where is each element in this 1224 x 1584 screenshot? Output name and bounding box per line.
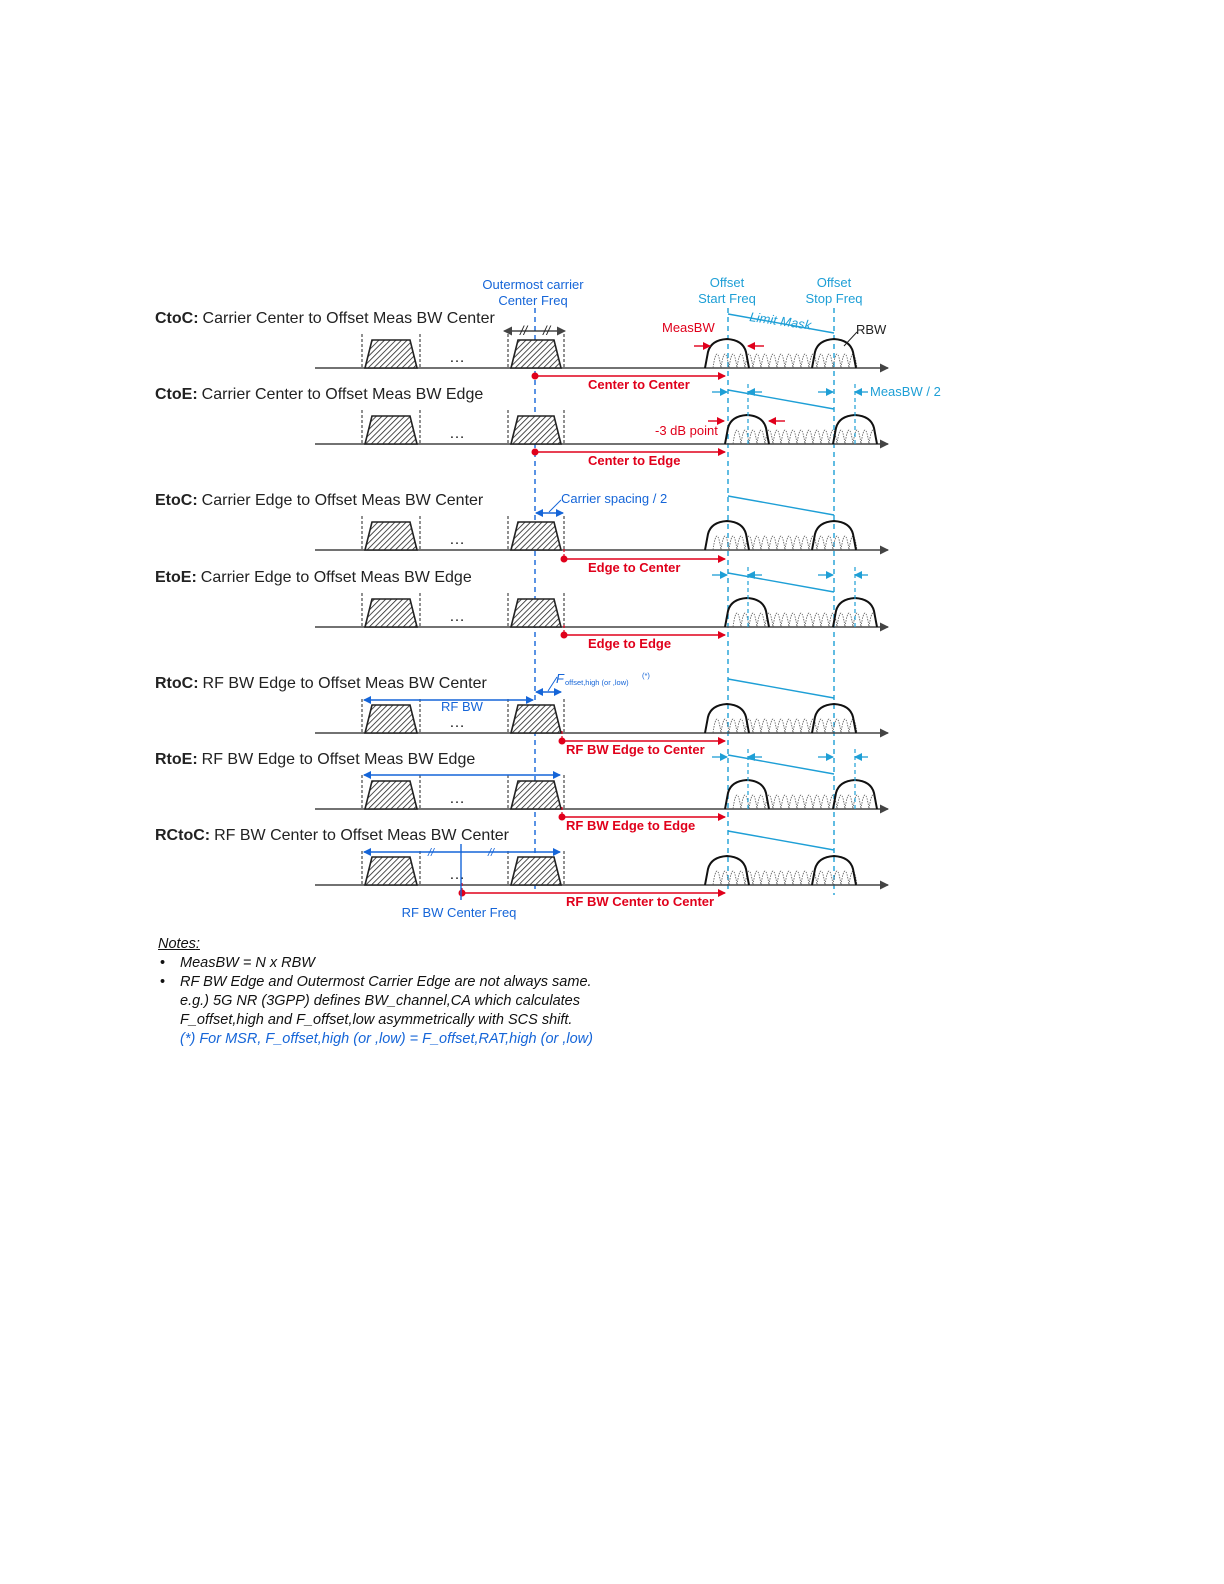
mode-description: Carrier Edge to Offset Meas BW Center <box>201 492 484 509</box>
limit-mask-line <box>728 831 834 850</box>
measure-label: RF BW Edge to Center <box>566 742 705 757</box>
outermost-carrier <box>511 416 561 444</box>
rf-bw-break-1: // <box>428 847 435 859</box>
mode-code: RCtoC: <box>155 827 211 844</box>
offset-stop-label <box>805 275 862 306</box>
offset-start-line1: Offset <box>709 275 745 290</box>
mode-row-rtoe <box>155 749 888 833</box>
mode-description: Carrier Center to Offset Meas BW Center <box>202 310 495 327</box>
rbw-filters <box>713 871 857 885</box>
rbw-filters <box>713 719 857 733</box>
meas-bw-start <box>725 780 769 809</box>
outermost-carrier <box>511 522 561 550</box>
measbw-half-label: MeasBW / 2 <box>870 384 941 399</box>
first-carrier <box>365 705 417 733</box>
measure-origin-dot <box>532 373 539 380</box>
foffset-superscript: (*) <box>642 671 650 680</box>
outermost-carrier <box>511 599 561 627</box>
carrier-spacing-leader <box>549 500 561 512</box>
offset-stop-line2: Stop Freq <box>805 291 863 306</box>
mode-description: RF BW Center to Offset Meas BW Center <box>214 827 509 844</box>
first-carrier <box>365 781 417 809</box>
limit-mask-line <box>728 679 834 698</box>
mode-description: Carrier Edge to Offset Meas BW Edge <box>200 569 472 586</box>
diagram-rows <box>155 310 888 909</box>
outermost-line2: Center Freq <box>498 293 568 308</box>
mode-title <box>155 492 484 509</box>
rbw-label: RBW <box>856 322 887 337</box>
first-carrier <box>365 522 417 550</box>
measure-label: RF BW Edge to Edge <box>566 818 696 833</box>
mode-code: RtoE: <box>155 751 198 768</box>
mode-row-rctoc <box>155 827 888 909</box>
ellipsis: … <box>449 866 465 883</box>
first-carrier <box>365 857 417 885</box>
measure-label: Edge to Edge <box>588 636 672 651</box>
notes-block <box>158 935 678 1049</box>
meas-bw-start <box>725 598 769 627</box>
meas-bw-start <box>705 704 749 733</box>
mode-code: EtoE: <box>155 569 197 586</box>
mode-code: EtoC: <box>155 492 198 509</box>
meas-bw-start <box>705 856 749 885</box>
mode-row-etoc <box>155 492 888 575</box>
outermost-carrier <box>511 781 561 809</box>
mode-title <box>155 569 472 586</box>
mode-row-ctoe <box>155 384 888 468</box>
carrier-spacing-label: Carrier spacing / 2 <box>561 491 668 506</box>
offset-start-label <box>698 275 756 306</box>
mode-code: CtoE: <box>155 386 198 403</box>
limit-mask-line <box>728 755 834 774</box>
mode-title <box>155 386 483 403</box>
foffset-subscript: offset,high (or ,low) <box>565 678 629 687</box>
note-sub-line: e.g.) 5G NR (3GPP) defines BW_channel,CA which calculates <box>180 993 580 1009</box>
notes-title: Notes: <box>158 936 200 952</box>
note-sub-line: F_offset,high and F_offset,low asymmetrically with SCS shift. <box>180 1012 573 1028</box>
ellipsis: … <box>449 531 465 548</box>
limit-mask-line <box>728 573 834 592</box>
offset-stop-line1: Offset <box>816 275 852 290</box>
width-break-1: // <box>520 323 528 338</box>
offset-start-line2: Start Freq <box>698 291 756 306</box>
mode-description: RF BW Edge to Offset Meas BW Center <box>202 675 487 692</box>
outermost-carrier <box>511 857 561 885</box>
ellipsis: … <box>449 349 465 366</box>
minus3db-label: -3 dB point <box>655 423 718 438</box>
first-carrier <box>365 416 417 444</box>
note-item: • RF BW Edge and Outermost Carrier Edge are not always same. <box>158 973 678 992</box>
ellipsis: … <box>449 608 465 625</box>
measure-label: Center to Center <box>588 377 690 392</box>
limit-mask-line <box>728 496 834 515</box>
outermost-carrier <box>511 340 561 368</box>
mode-description: RF BW Edge to Offset Meas BW Edge <box>201 751 476 768</box>
measure-origin-dot <box>532 449 539 456</box>
foffset-label: F <box>556 671 564 686</box>
meas-bw-start <box>705 339 749 368</box>
notes-list <box>158 954 678 992</box>
outermost-line1: Outermost carrier <box>482 277 584 292</box>
ellipsis: … <box>449 425 465 442</box>
measure-label: Edge to Center <box>588 560 681 575</box>
limit-mask-line <box>728 390 834 409</box>
mode-code: RtoC: <box>155 675 199 692</box>
measbw-label: MeasBW <box>662 320 715 335</box>
first-carrier <box>365 599 417 627</box>
rf-bw-center-freq-label: RF BW Center Freq <box>401 905 517 920</box>
note-msr-line: (*) For MSR, F_offset,high (or ,low) = F_offset,RAT,high (or ,low) <box>180 1031 593 1047</box>
limit-mask-label: Limit Mask <box>748 309 813 333</box>
mode-row-etoe <box>155 567 888 651</box>
rbw-leader <box>844 332 857 346</box>
rbw-filters <box>713 536 857 550</box>
note-item: • MeasBW = N x RBW <box>158 954 678 973</box>
rf-bw-break-2: // <box>488 847 495 859</box>
notes-title-text: Notes <box>158 936 196 952</box>
ellipsis: … <box>449 790 465 807</box>
outermost-carrier <box>511 705 561 733</box>
mode-title <box>155 827 510 844</box>
ellipsis: … <box>449 714 465 731</box>
mode-row-rtoc <box>155 675 888 757</box>
outermost-carrier-label <box>482 277 584 308</box>
first-carrier <box>365 340 417 368</box>
rbw-filters <box>713 354 857 368</box>
mode-title <box>155 751 475 768</box>
mode-description: Carrier Center to Offset Meas BW Edge <box>201 386 484 403</box>
mode-title <box>155 310 495 327</box>
meas-bw-start <box>705 521 749 550</box>
width-break-2: // <box>543 323 551 338</box>
measure-label: RF BW Center to Center <box>566 894 715 909</box>
measure-label: Center to Edge <box>588 453 681 468</box>
mode-title <box>155 675 487 692</box>
meas-bw-start <box>725 415 769 444</box>
rf-bw-label: RF BW <box>441 699 483 714</box>
mode-code: CtoC: <box>155 310 199 327</box>
